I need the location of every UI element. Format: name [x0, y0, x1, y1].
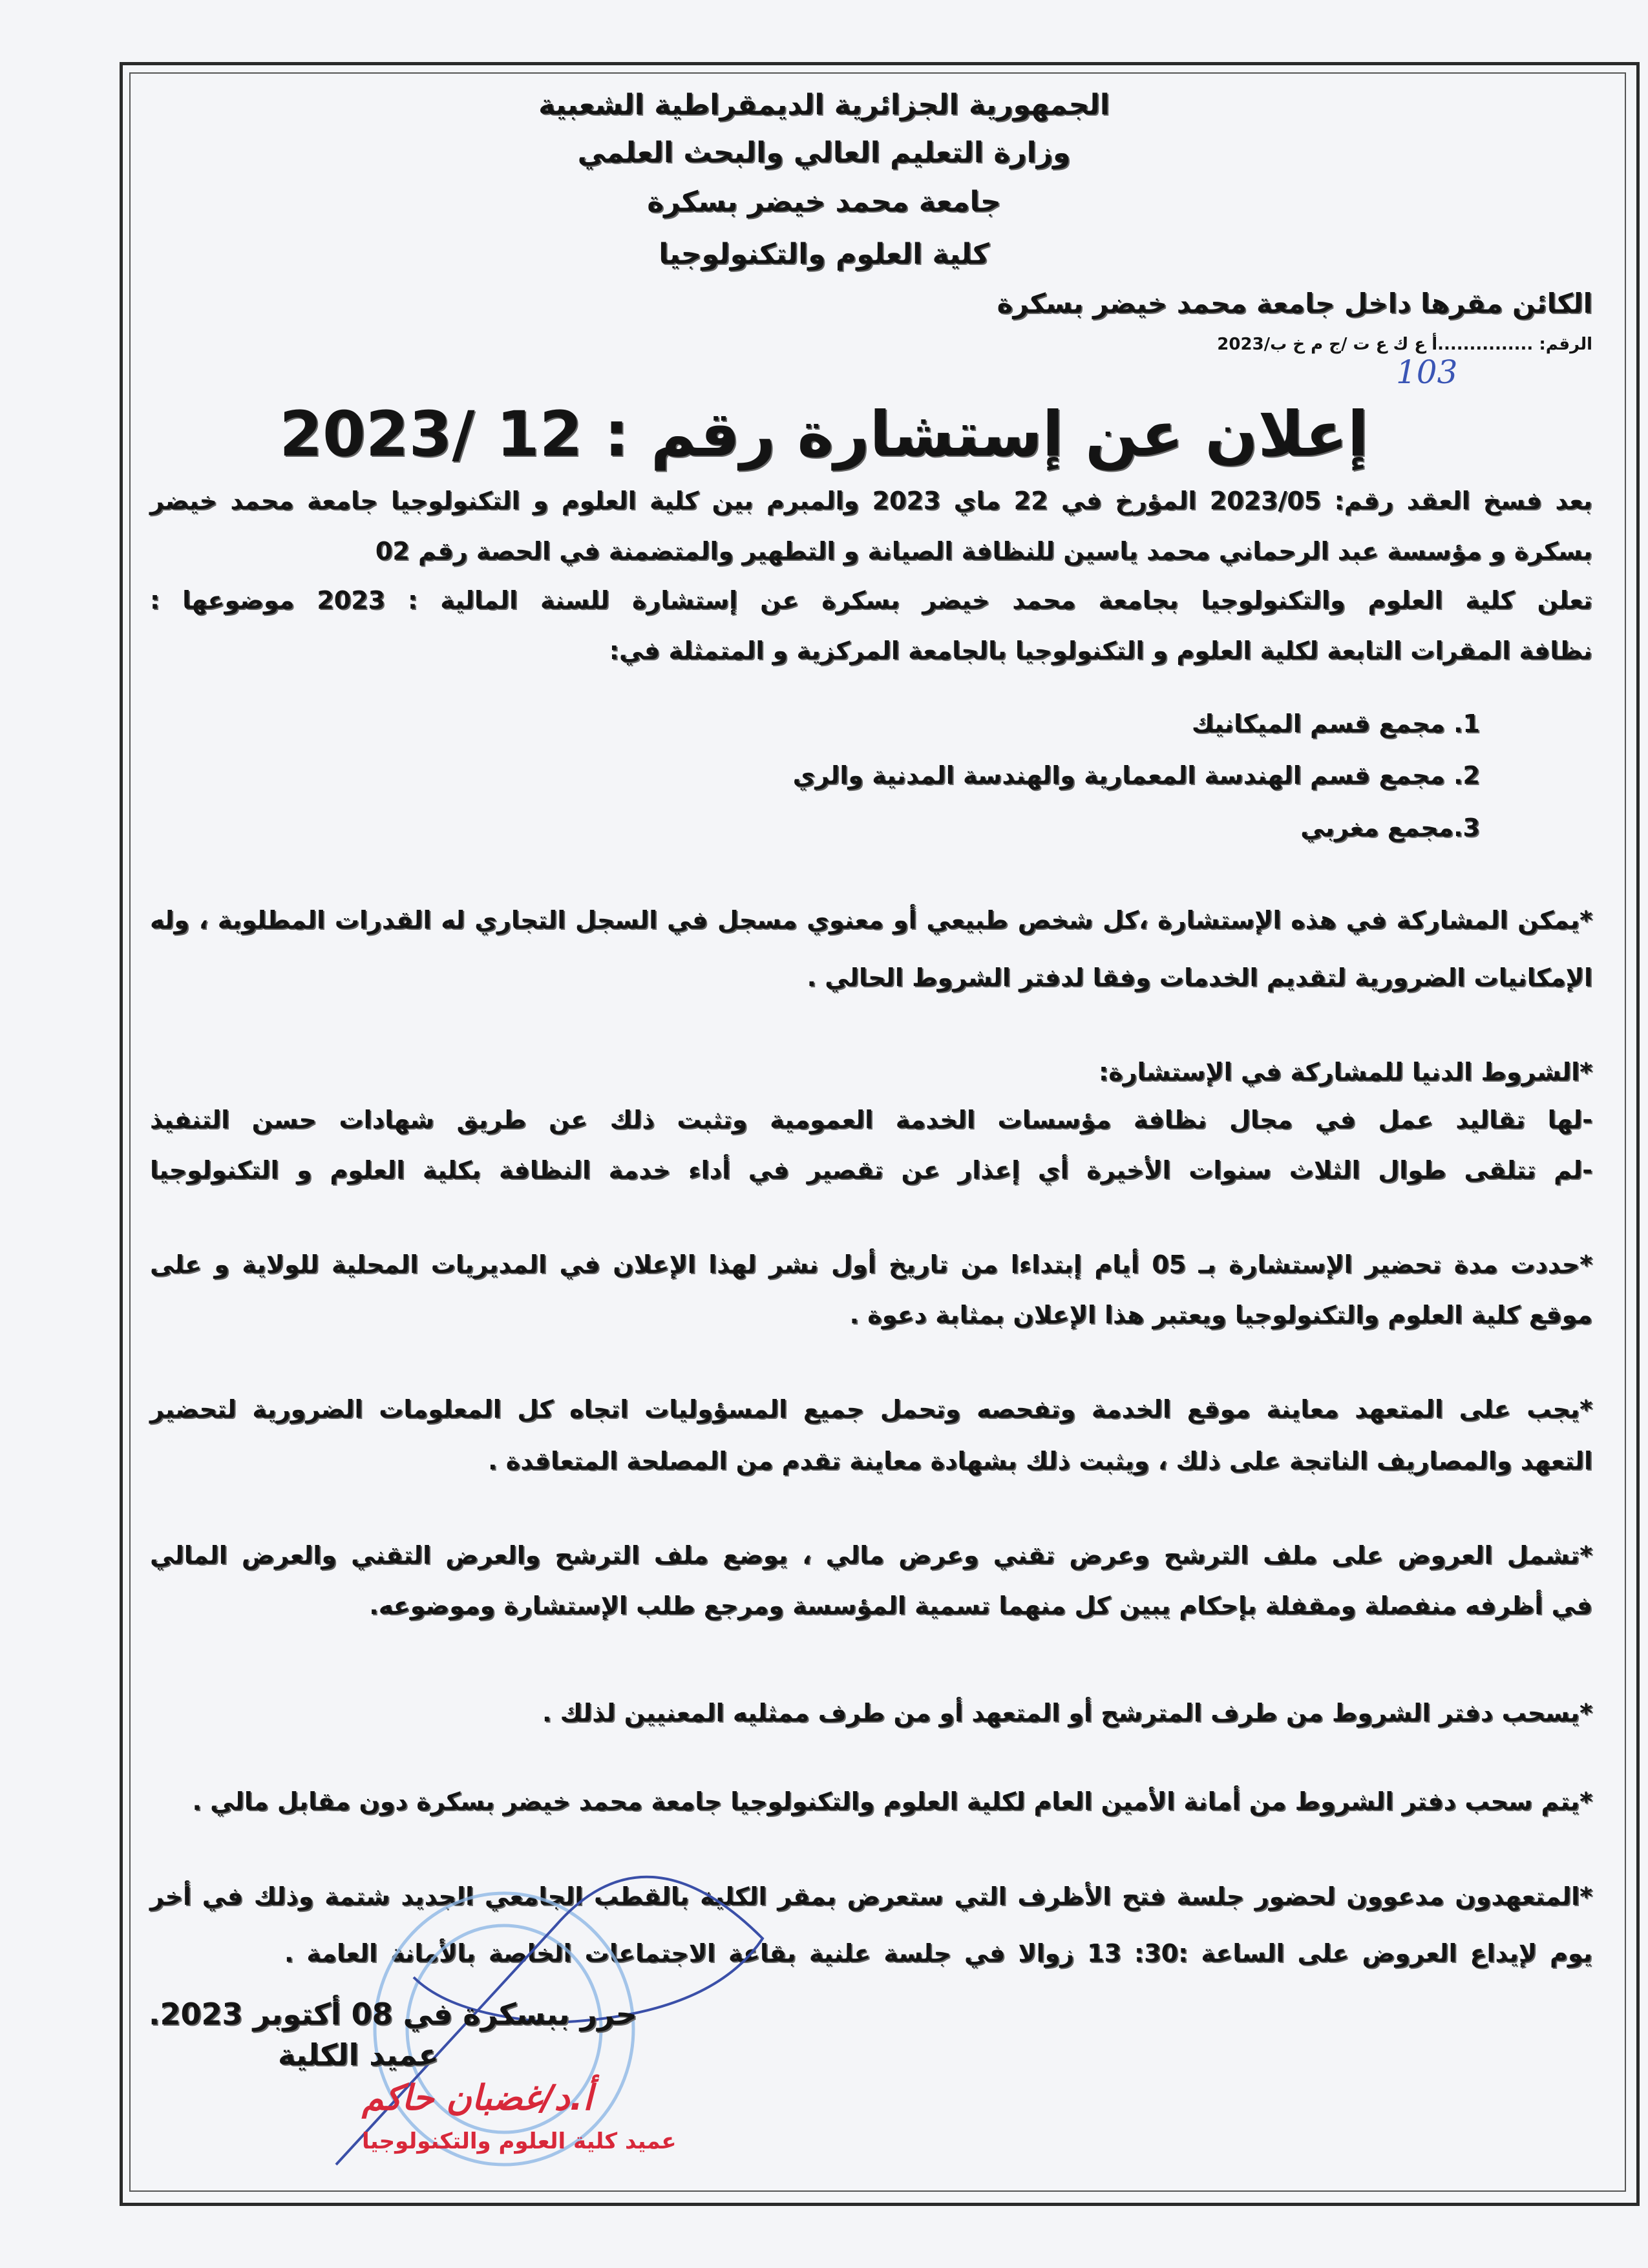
intro-line: نظافة المقرات التابعة لكلية العلوم و التكنولوجيا بالجامعة المركزية و المتمثلة في:	[609, 636, 1592, 665]
closing-date: حرر ببسكرة في 08 أكتوبر 2023.	[149, 1997, 637, 2032]
header-university: جامعة محمد خيضر بسكرة	[647, 185, 1001, 218]
paragraph-line: *يتم سحب دفتر الشروط من أمانة الأمين العام لكلية العلوم والتكنولوجيا جامعة محمد خيضر بسكرة دون مقابل مالي .	[192, 1787, 1592, 1816]
announcement-title: إعلان عن إستشارة رقم : 12 /2023	[279, 398, 1369, 470]
intro-line: تعلن كلية العلوم والتكنولوجيا بجامعة محمد خيضر بسكرة عن إستشارة للسنة المالية : 2023 موضوعها :	[150, 586, 1592, 614]
list-item: 3.مجمع مغربي	[1300, 814, 1480, 842]
paragraph-line: *المتعهدون مدعوون لحضور جلسة فتح الأظرف التي ستعرض بمقر الكلية بالقطب الجامعي الجديد شتمة وذلك في أخر	[150, 1882, 1592, 1911]
red-stamp-name: أ.د/غضبان حاكم	[362, 2077, 593, 2118]
list-item: 1. مجمع قسم الميكانيك	[1191, 709, 1480, 738]
paragraph-line: -لم تتلقى طوال الثلاث سنوات الأخيرة أي إعذار عن تقصير في أداء خدمة النظافة بكلية العلوم و التكنولوجيا	[150, 1156, 1592, 1184]
header-faculty: كلية العلوم والتكنولوجيا	[659, 238, 989, 271]
paragraph-line: *يمكن المشاركة في هذه الإستشارة ،كل شخص طبيعي أو معنوي مسجل في السجل التجاري له القدرات المطلوبة ، وله	[150, 906, 1592, 934]
red-stamp-title: عميد كلية العلوم والتكنولوجيا	[362, 2128, 677, 2154]
paragraph-line: *يسحب دفتر الشروط من طرف المترشح أو المتعهد أو من طرف ممثليه المعنيين لذلك .	[542, 1699, 1592, 1727]
reference-number: الرقم: ...............أ ع ك ع ت /ج م خ ب/2023	[1217, 335, 1592, 354]
paragraph-line: *يجب على المتعهد معاينة موقع الخدمة وتفحصه وتحمل جميع المسؤوليات اتجاه كل المعلومات الضرورية لتحضير	[150, 1395, 1592, 1423]
seat-line: الكائن مقرها داخل جامعة محمد خيضر بسكرة	[997, 288, 1592, 319]
paragraph-line: *حددت مدة تحضير الإستشارة بـ 05 أيام إبتداءا من تاريخ أول نشر لهذا الإعلان في المديريات المحلية للولاية و على	[150, 1250, 1593, 1279]
paragraph-line: *الشروط الدنيا للمشاركة في الإستشارة:	[1099, 1058, 1592, 1086]
intro-line: بعد فسخ العقد رقم: 2023/05 المؤرخ في 22 ماي 2023 والمبرم بين كلية العلوم و التكنولوجيا جامعة محمد خيضر	[150, 487, 1592, 515]
paragraph-line: -لها تقاليد عمل في مجال نظافة مؤسسات الخدمة العمومية وتثبت ذلك عن طريق شهادات حسن التنفيذ	[150, 1106, 1592, 1134]
paragraph-line: التعهد والمصاريف الناتجة على ذلك ، ويثبت ذلك بشهادة معاينة تقدم من المصلحة المتعاقدة .	[488, 1447, 1592, 1475]
header-republic: الجمهورية الجزائرية الديمقراطية الشعبية	[538, 89, 1110, 121]
paragraph-line: في أظرفه منفصلة ومقفلة بإحكام يبين كل منهما تسمية المؤسسة ومرجع طلب الإستشارة وموضوعه.	[369, 1591, 1592, 1620]
intro-line: بسكرة و مؤسسة عبد الرحماني محمد ياسين للنظافة الصيانة و التطهير والمتضمنة في الحصة رقم 02	[375, 537, 1592, 565]
closing-role: عميد الكلية	[278, 2037, 439, 2072]
paragraph-line: موقع كلية العلوم والتكنولوجيا ويعتبر هذا الإعلان بمثابة دعوة .	[849, 1301, 1592, 1329]
paragraph-line: الإمكانيات الضرورية لتقديم الخدمات وفقا لدفتر الشروط الحالي .	[807, 963, 1592, 992]
handwritten-reference: 103	[1396, 353, 1458, 391]
header-ministry: وزارة التعليم العالي والبحث العلمي	[577, 136, 1071, 169]
paragraph-line: *تشمل العروض على ملف الترشح وعرض تقني وعرض مالي ، يوضع ملف الترشح والعرض التقني والعرض المالي	[150, 1541, 1592, 1570]
list-item: 2. مجمع قسم الهندسة المعمارية والهندسة المدنية والري	[792, 761, 1480, 790]
paragraph-line: يوم لإيداع العروض على الساعة :30: 13 زوالا في جلسة علنية بقاعة الاجتماعات الخاصة بالأمانة العامة .	[284, 1939, 1592, 1968]
